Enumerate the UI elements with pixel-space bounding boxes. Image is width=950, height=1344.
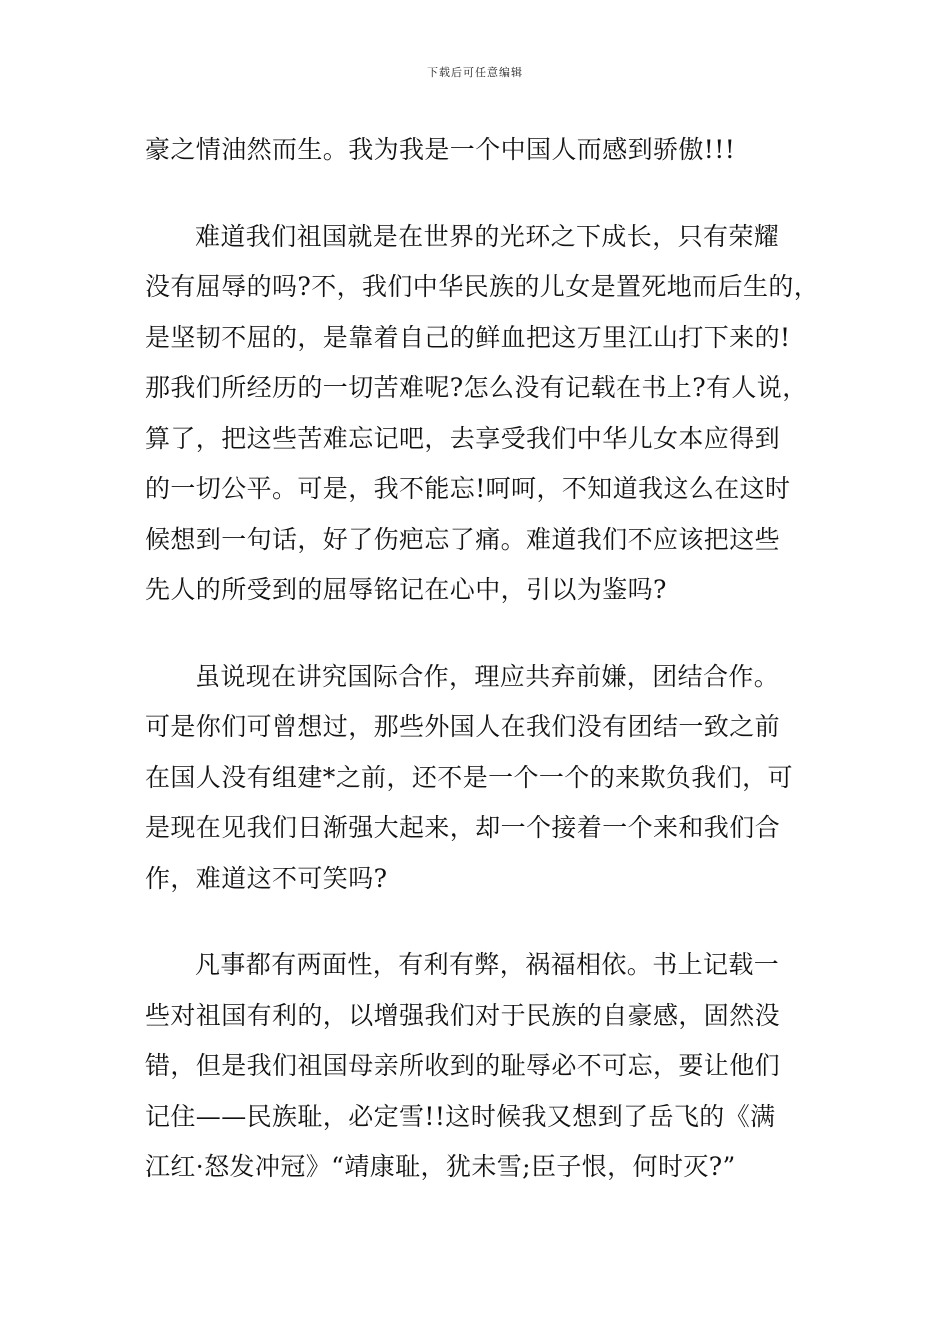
document-body [145,125,820,1193]
text-line: 候想到一句话，好了伤疤忘了痛。难道我们不应该把这些 [145,524,781,554]
text-line: 江红·怒发冲冠》“靖康耻，犹未雪;臣子恨，何时灭?” [145,1152,736,1181]
text-line: 些对祖国有利的，以增强我们对于民族的自豪感，固然没 [145,1000,781,1030]
text-line: 记住——民族耻，必定雪!!这时候我又想到了岳飞的《满 [145,1101,776,1131]
text-line: 没有屈辱的吗?不，我们中华民族的儿女是置死地而后生的， [145,272,820,301]
text-line: 凡事都有两面性，有利有弊，祸福相依。书上记载一 [195,950,780,979]
text-line: 的一切公平。可是，我不能忘!呵呵，不知道我这么在这时 [145,474,791,503]
paragraph [145,940,820,1193]
paragraph-gap [145,904,820,940]
page-header: 下载后可任意编辑 [427,66,523,79]
text-line: 可是你们可曾想过，那些外国人在我们没有团结一致之前 [145,712,781,741]
text-line: 是现在见我们日渐强大起来，却一个接着一个来和我们合 [145,813,781,842]
paragraph [145,125,820,176]
text-line: 是坚韧不屈的，是靠着自己的鲜血把这万里江山打下来的! [145,322,791,352]
text-line: 虽说现在讲究国际合作，理应共弃前嫌，团结合作。 [195,661,780,691]
text-line: 算了，把这些苦难忘记吧，去享受我们中华儿女本应得到 [145,423,781,453]
text-line: 错，但是我们祖国母亲所收到的耻辱必不可忘，要让他们 [145,1051,781,1080]
paragraph [145,652,820,905]
paragraph [145,212,820,616]
text-line: 在国人没有组建*之前，还不是一个一个的来欺负我们，可 [145,762,793,792]
text-line: 先人的所受到的屈辱铭记在心中，引以为鉴吗? [145,575,667,604]
text-line: 豪之情油然而生。我为我是一个中国人而感到骄傲!!! [145,135,736,164]
paragraph-gap [145,616,820,652]
text-line: 那我们所经历的一切苦难呢?怎么没有记载在书上?有人说， [145,373,808,402]
paragraph-gap [145,176,820,212]
text-line: 难道我们祖国就是在世界的光环之下成长，只有荣耀 [195,221,780,251]
text-line: 作，难道这不可笑吗? [145,863,388,893]
